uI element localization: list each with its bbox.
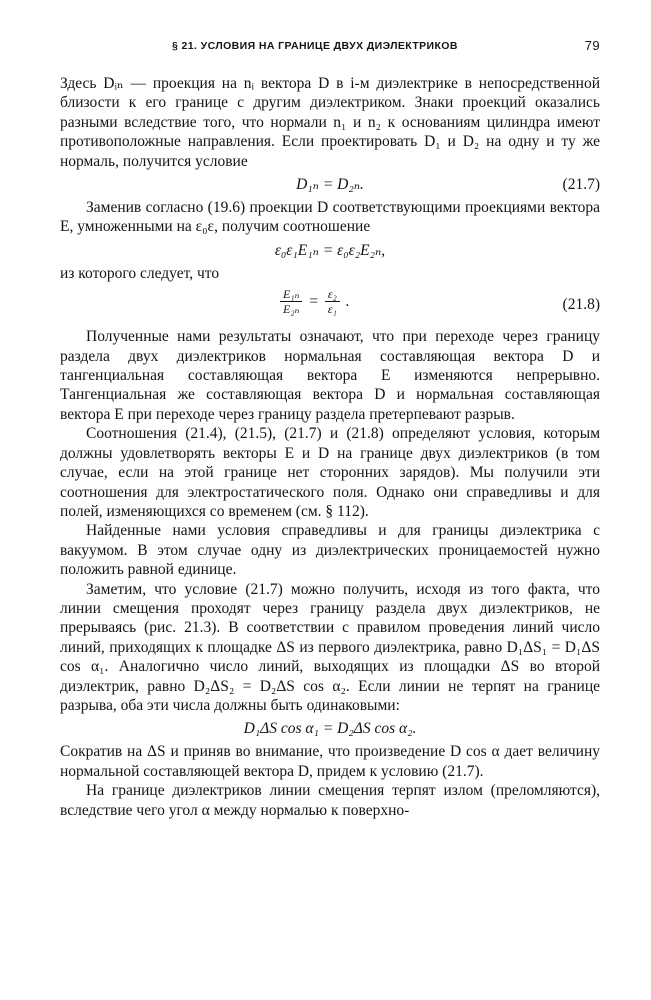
running-header — [60, 38, 600, 56]
equation-21-7-number: (21.7) — [562, 176, 600, 194]
fraction-epsilon-ratio — [325, 287, 340, 316]
paragraph-1: Здесь Dᵢₙ — проекция на nᵢ вектора D в i-м диэлектрике в непосредственной близости к его границе с другим диэлектриком. Знаки проекций оказались разными вследствие того, что нормали n₁ и n₂ к основаниям цилиндра имеют противоположные направления. Если проектировать D₁ и D₂ на одну и ту же нормаль, получится условие — [60, 75, 600, 170]
paragraph-2: Заменив согласно (19.6) проекции D соответствующими проекциями вектора E, умноженными на ε₀ε, получим соотношение — [60, 199, 600, 236]
equation-21-8-formula — [280, 287, 350, 316]
equation-21-7-formula: D₁ₙ = D₂ₙ. — [296, 176, 364, 194]
equation-21-8 — [60, 283, 600, 327]
paragraph-9: На границе диэлектриков линии смещения терпят излом (преломляются), вследствие чего угол α между нормалью к поверхно- — [60, 782, 600, 819]
fraction-e-numerator: E₁ₙ — [280, 287, 302, 302]
paragraph-7: Заметим, что условие (21.7) можно получить, исходя из того факта, что линии смещения проходят через границу раздела двух диэлектриков, не прерываясь (рис. 21.3). В соответствии с правилом проведения линий число линий, приходящих к площадке ΔS из первого диэлектрика, равно D₁ΔS₁ = D₁ΔS cos α₁. Аналогично число линий, выходящих из площадки ΔS во второй диэлектрик, равно D₂ΔS₂ = D₂ΔS cos α₂. Если линии не терпят на границе разрыва, оба эти числа должны быть одинаковыми: — [60, 580, 600, 714]
page-body — [60, 74, 600, 820]
paragraph-5: Соотношения (21.4), (21.5), (21.7) и (21.8) определяют условия, которым должны удовлетворять векторы E и D на границе двух диэлектриков (в том случае, если на этой границе нет сторонних зарядов). Мы получили эти соотношения для электростатического поля. Однако они справедливы и для полей, изменяющихся со временем (см. § 112). — [60, 425, 600, 520]
equation-21-8-number: (21.8) — [562, 296, 600, 314]
fraction-e-denominator: E₂ₙ — [283, 302, 300, 317]
equation-permittivity — [60, 237, 600, 264]
fraction-epsilon-denominator: ε₁ — [327, 302, 337, 317]
paragraph-4: Полученные нами результаты означают, что при переходе через границу раздела двух диэлектриков нормальная составляющая вектора D и тангенциальная составляющая вектора E изменяются непрерывно. Тангенциальная же составляющая вектора D и нормальная составляющая вектора E при переходе через границу раздела претерпевают разрыв. — [60, 328, 600, 423]
fraction-epsilon-numerator: ε₂ — [325, 287, 340, 302]
section-title: § 21. УСЛОВИЯ НА ГРАНИЦЕ ДВУХ ДИЭЛЕКТРИКОВ — [172, 40, 458, 52]
equation-21-7 — [60, 171, 600, 198]
equals-sign: = — [308, 293, 319, 311]
paragraph-3: из которого следует, что — [60, 264, 220, 282]
paragraph-8: Сократив на ΔS и приняв во внимание, что произведение D cos α дает величину нормальной составляющей вектора D, придем к условию (21.7). — [60, 743, 600, 780]
equation-line-count — [60, 715, 600, 742]
equation-end-period: . — [345, 293, 350, 311]
equation-permittivity-formula: ε₀ε₁E₁ₙ = ε₀ε₂E₂ₙ, — [274, 241, 386, 259]
page-number: 79 — [584, 38, 600, 53]
paragraph-6: Найденные нами условия справедливы и для границы диэлектрика с вакуумом. В этом случае одну из диэлектрических проницаемостей нужно положить равной единице. — [60, 522, 600, 579]
fraction-e-ratio — [280, 287, 302, 316]
equation-line-count-formula: D₁ΔS cos α₁ = D₂ΔS cos α₂. — [243, 720, 417, 738]
